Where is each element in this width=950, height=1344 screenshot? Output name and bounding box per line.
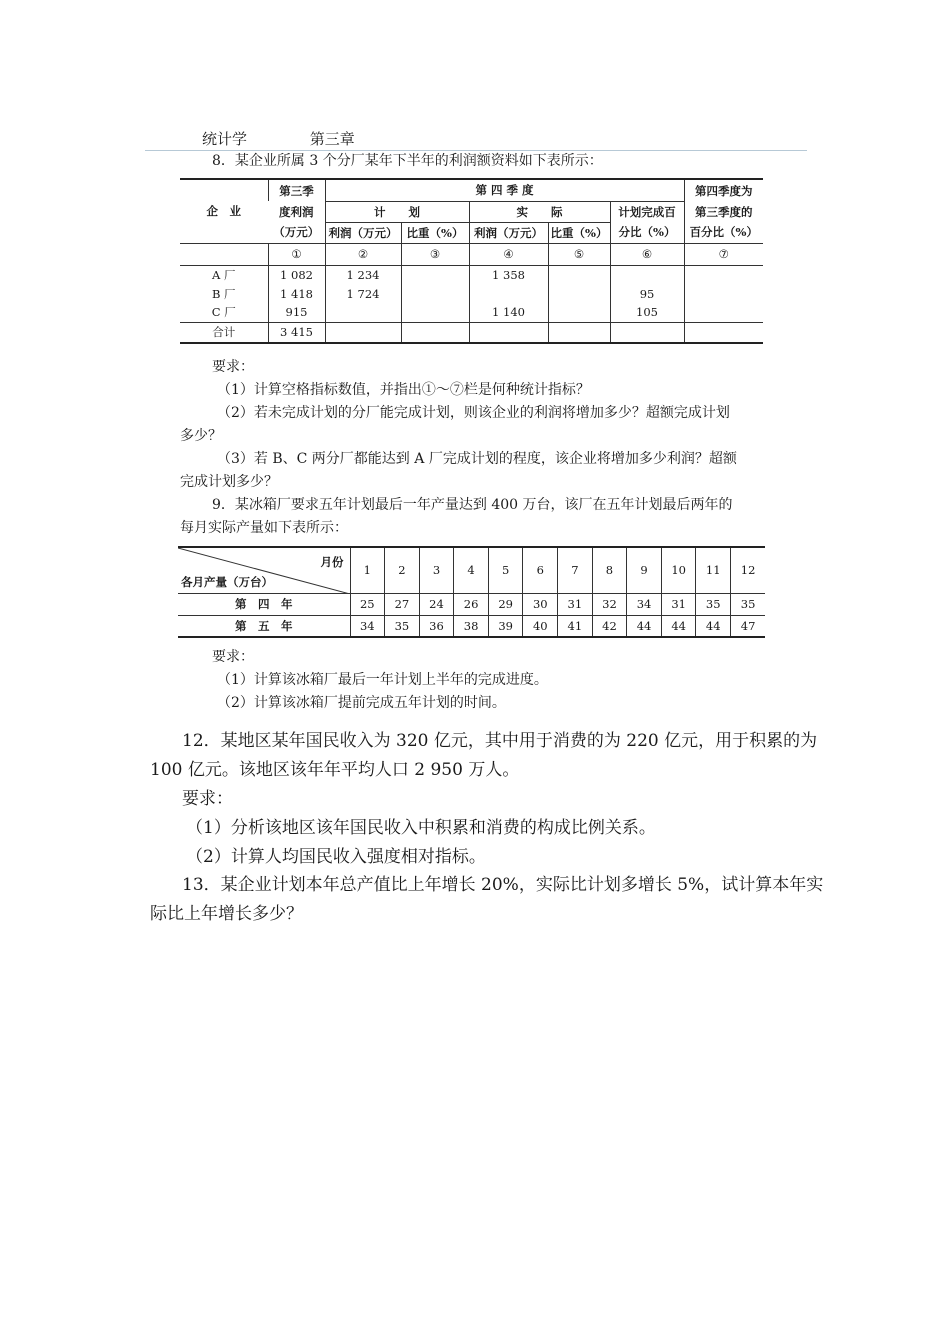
factory-name: B 厂: [211, 286, 236, 301]
q3-profit: 1 082: [268, 265, 325, 284]
header-rate-line1: 计划完成百: [610, 201, 684, 222]
table-row: [178, 615, 765, 637]
corner-header: [178, 547, 350, 593]
month-header: 3: [419, 547, 454, 593]
output-value: 27: [385, 593, 420, 615]
q9-requirement-2: （2）计算该冰箱厂提前完成五年计划的时间。: [217, 695, 506, 711]
completion-rate: [610, 265, 684, 284]
completion-rate: 105: [610, 303, 684, 322]
q12-line2: 100 亿元。该地区该年年平均人口 2 950 万人。: [150, 760, 520, 780]
output-value: 34: [627, 593, 662, 615]
output-value: 44: [661, 615, 696, 637]
plan-share: [401, 265, 469, 284]
q3-profit: 1 418: [268, 284, 325, 303]
factory-name: A 厂: [212, 267, 236, 282]
production-table: [178, 546, 765, 638]
output-value: 35: [731, 593, 766, 615]
header-pct-line1: 第四季度为: [684, 179, 763, 201]
output-value: 29: [488, 593, 523, 615]
year-label: 第 四 年: [178, 593, 350, 615]
header-q4: 第 四 季 度: [325, 179, 684, 201]
actual-profit: [469, 284, 548, 303]
output-value: 35: [385, 615, 420, 637]
q13-line2: 际比上年增长多少？: [150, 904, 303, 924]
q12-requirement-2: （2）计算人均国民收入强度相对指标。: [186, 847, 486, 867]
column-number-blank: [180, 243, 268, 265]
corner-month-label: 月份: [320, 555, 344, 569]
header-share-actual: 比重（%）: [548, 222, 610, 243]
month-header: 6: [523, 547, 558, 593]
q8-intro: 8．某企业所属 3 个分厂某年下半年的利润额资料如下表所示：: [212, 153, 603, 169]
q12-requirements-title: 要求：: [182, 789, 233, 809]
column-number: ⑤: [548, 243, 610, 265]
running-header: [202, 128, 355, 149]
header-profit-plan: 利润（万元）: [325, 222, 401, 243]
output-value: 44: [627, 615, 662, 637]
output-value: 44: [696, 615, 731, 637]
header-profit-actual: 利润（万元）: [469, 222, 548, 243]
header-pct-line3: 百分比（%）: [684, 222, 763, 243]
subject-title: 统计学: [202, 130, 248, 148]
q9-intro: 9．某冰箱厂要求五年计划最后一年产量达到 400 万台，该厂在五年计划最后两年的: [212, 497, 733, 513]
header-q3-line1: 第三季: [268, 179, 325, 201]
plan-share: [401, 303, 469, 322]
output-value: 42: [592, 615, 627, 637]
q4-vs-q3-pct: [684, 303, 763, 322]
q9-intro-cont: 每月实际产量如下表所示：: [180, 520, 348, 536]
q9-requirements-title: 要求：: [212, 649, 254, 665]
output-value: 39: [488, 615, 523, 637]
month-header: 11: [696, 547, 731, 593]
output-value: 26: [454, 593, 489, 615]
month-header: 10: [661, 547, 696, 593]
actual-share: [548, 303, 610, 322]
chapter-title: 第三章: [309, 130, 355, 148]
q8-requirement-2: （2）若未完成计划的分厂能完成计划，则该企业的利润将增加多少？超额完成计划: [217, 405, 730, 421]
output-value: 47: [731, 615, 766, 637]
q8-requirement-3: （3）若 B、C 两分厂都能达到 A 厂完成计划的程度，该企业将增加多少利润？超额: [217, 451, 737, 467]
factory-name: C 厂: [180, 303, 268, 322]
month-header: 8: [592, 547, 627, 593]
q8-requirement-3-cont: 完成计划多少？: [180, 474, 278, 490]
actual-profit: 1 358: [469, 265, 548, 284]
q12-line1: 12．某地区某年国民收入为 320 亿元，其中用于消费的为 220 亿元，用于积累的为: [182, 731, 818, 751]
column-number: ⑥: [610, 243, 684, 265]
q4-vs-q3-pct: [684, 265, 763, 284]
table-row: [180, 303, 763, 322]
header-plan: 计 划: [325, 201, 469, 222]
output-value: 38: [454, 615, 489, 637]
plan-profit: 1 234: [325, 265, 401, 284]
total-q3-profit: 3 415: [268, 322, 325, 343]
output-value: 31: [558, 593, 593, 615]
month-header: 4: [454, 547, 489, 593]
q9-requirement-1: （1）计算该冰箱厂最后一年计划上半年的完成进度。: [217, 672, 548, 688]
table-row: [180, 284, 763, 303]
plan-profit: [325, 303, 401, 322]
total-label: 合计: [180, 322, 268, 343]
column-number: ⑦: [684, 243, 763, 265]
month-header: 12: [731, 547, 766, 593]
output-value: 24: [419, 593, 454, 615]
month-header: 2: [385, 547, 420, 593]
month-header: 7: [558, 547, 593, 593]
output-value: 36: [419, 615, 454, 637]
month-header: 1: [350, 547, 385, 593]
header-rate-line2: 分比（%）: [610, 222, 684, 243]
output-value: 31: [661, 593, 696, 615]
q8-requirement-2-cont: 多少？: [180, 428, 222, 444]
q13-line1: 13．某企业计划本年总产值比上年增长 20%，实际比计划多增长 5%，试计算本年实: [182, 875, 824, 895]
output-value: 35: [696, 593, 731, 615]
column-number: ③: [401, 243, 469, 265]
table-total-row: [180, 322, 763, 343]
table-row: [178, 593, 765, 615]
month-header: 5: [488, 547, 523, 593]
header-company: 企 业: [180, 179, 268, 243]
q3-profit: 915: [268, 303, 325, 322]
corner-output-label: 各月产量（万台）: [181, 574, 273, 589]
table-row: [180, 265, 763, 284]
plan-profit: 1 724: [325, 284, 401, 303]
q8-requirements-title: 要求：: [212, 359, 254, 375]
output-value: 41: [558, 615, 593, 637]
column-number: ②: [325, 243, 401, 265]
output-value: 25: [350, 593, 385, 615]
actual-profit: 1 140: [469, 303, 548, 322]
plan-share: [401, 284, 469, 303]
actual-share: [548, 284, 610, 303]
actual-share: [548, 265, 610, 284]
column-number: ④: [469, 243, 548, 265]
completion-rate: 95: [610, 284, 684, 303]
header-q3-line2: 度利润: [279, 204, 314, 219]
output-value: 32: [592, 593, 627, 615]
q12-requirement-1: （1）分析该地区该年国民收入中积累和消费的构成比例关系。: [186, 818, 656, 838]
column-number: ①: [268, 243, 325, 265]
month-header: 9: [627, 547, 662, 593]
output-value: 34: [350, 615, 385, 637]
profit-table: [180, 178, 763, 344]
output-value: 40: [523, 615, 558, 637]
header-q3-line3: （万元）: [268, 222, 325, 243]
header-pct-line2: 第三季度的: [684, 201, 763, 222]
header-actual: 实 际: [469, 201, 610, 222]
output-value: 30: [523, 593, 558, 615]
header-share-plan: 比重（%）: [401, 222, 469, 243]
q4-vs-q3-pct: [684, 284, 763, 303]
year-label: 第 五 年: [178, 615, 350, 637]
q8-requirement-1: （1）计算空格指标数值，并指出①～⑦栏是何种统计指标？: [217, 382, 590, 398]
